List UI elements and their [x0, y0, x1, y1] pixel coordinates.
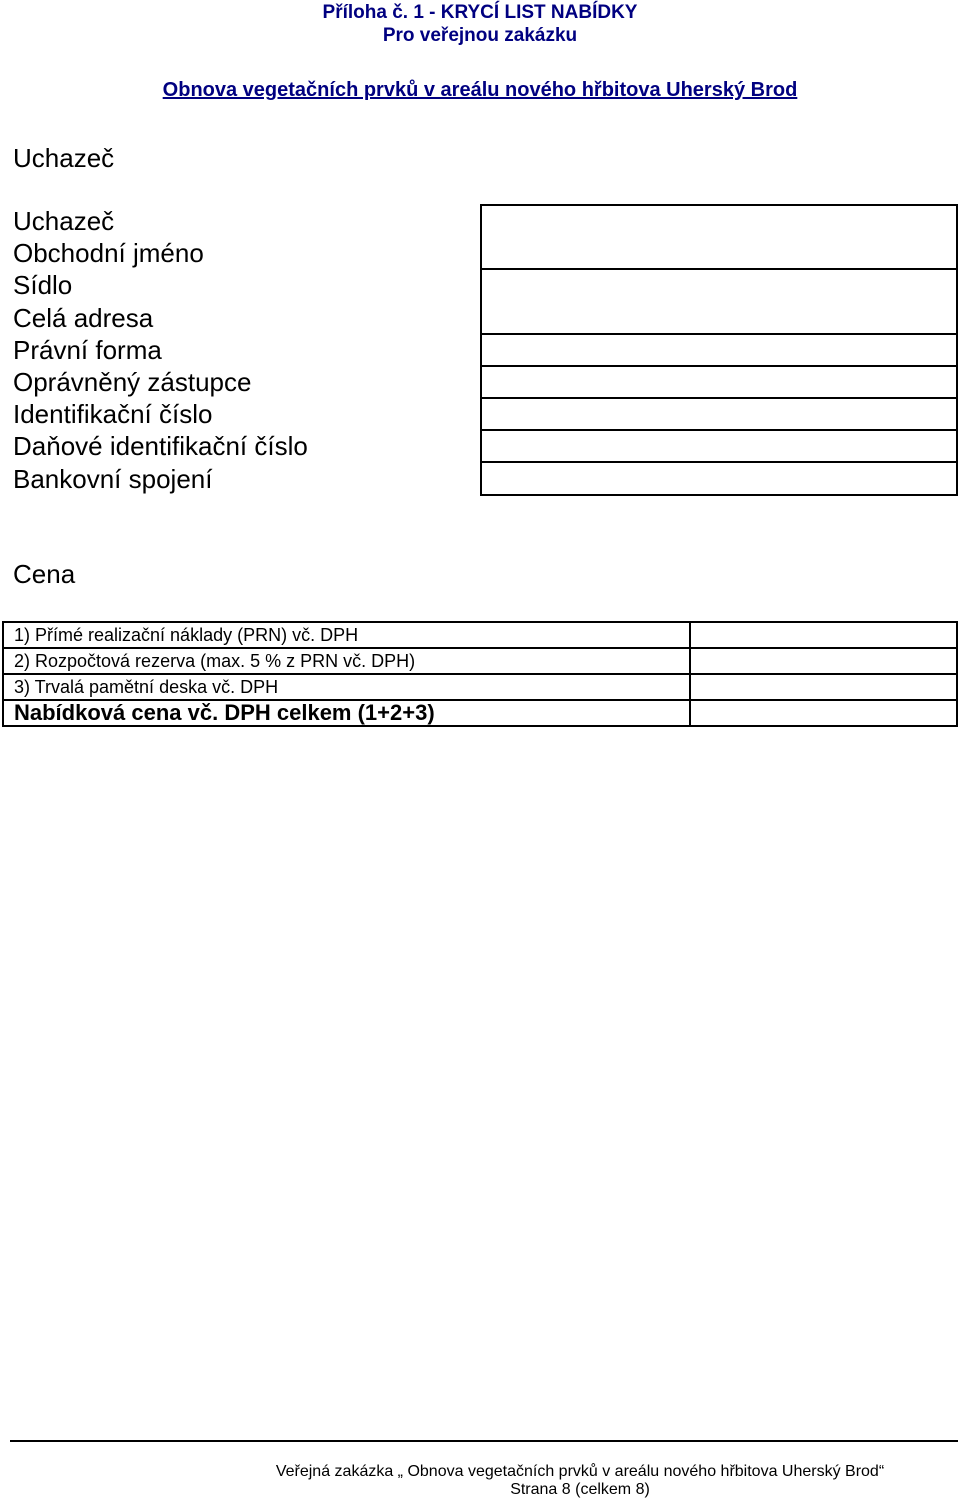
price-label-reserve: 2) Rozpočtová rezerva (max. 5 % z PRN vč. DPH)	[3, 648, 690, 674]
price-value-total[interactable]	[690, 700, 957, 726]
field-label-uchazec: Uchazeč	[13, 206, 115, 236]
field-label-full-address: Celá adresa	[13, 302, 154, 333]
footer-tender: Veřejná zakázka „ Obnova vegetačních prvků v areálu nového hřbitova Uherský Brod“	[275, 1463, 885, 1480]
tender-line: Pro veřejnou zakázku	[382, 25, 578, 46]
bank-value-field[interactable]	[482, 463, 956, 494]
price-value-direct-costs[interactable]	[690, 622, 957, 648]
price-row-total	[3, 700, 957, 726]
price-value-reserve[interactable]	[690, 648, 957, 674]
price-row	[3, 648, 957, 674]
legal-form-value-field[interactable]	[482, 335, 956, 367]
price-label-total: Nabídková cena vč. DPH celkem (1+2+3)	[3, 700, 690, 726]
price-value-plaque[interactable]	[690, 674, 957, 700]
applicant-labels	[2, 205, 481, 495]
id-number-value-field[interactable]	[482, 399, 956, 431]
field-label-legal-form: Právní forma	[13, 334, 162, 365]
field-label-representative: Oprávněný zástupce	[13, 367, 252, 398]
field-label-seat: Sídlo	[13, 270, 73, 301]
applicant-value-field[interactable]	[482, 206, 956, 270]
representative-value-field[interactable]	[482, 367, 956, 399]
footer-page-number: Strana 8 (celkem 8)	[510, 1481, 650, 1498]
field-label-id-number: Identifikační číslo	[13, 399, 213, 430]
attachment-title: Příloha č. 1 - KRYCÍ LIST NABÍDKY	[322, 2, 638, 23]
footer-divider	[10, 1440, 958, 1442]
seat-value-field[interactable]	[482, 270, 956, 335]
applicant-values	[481, 205, 957, 495]
price-row	[3, 622, 957, 648]
field-label-bank: Bankovní spojení	[13, 463, 213, 494]
applicant-table	[2, 204, 958, 496]
field-label-tax-id: Daňové identifikační číslo	[13, 431, 308, 462]
price-label-plaque: 3) Trvalá pamětní deska vč. DPH	[3, 674, 690, 700]
tender-subject: Obnova vegetačních prvků v areálu nového hřbitova Uherský Brod	[162, 79, 798, 101]
price-row	[3, 674, 957, 700]
price-heading: Cena	[13, 559, 76, 589]
field-label-business-name: Obchodní jméno	[13, 238, 204, 269]
applicant-heading: Uchazeč	[13, 143, 115, 173]
price-table	[2, 621, 958, 727]
price-label-direct-costs: 1) Přímé realizační náklady (PRN) vč. DPH	[3, 622, 690, 648]
tax-id-value-field[interactable]	[482, 431, 956, 463]
